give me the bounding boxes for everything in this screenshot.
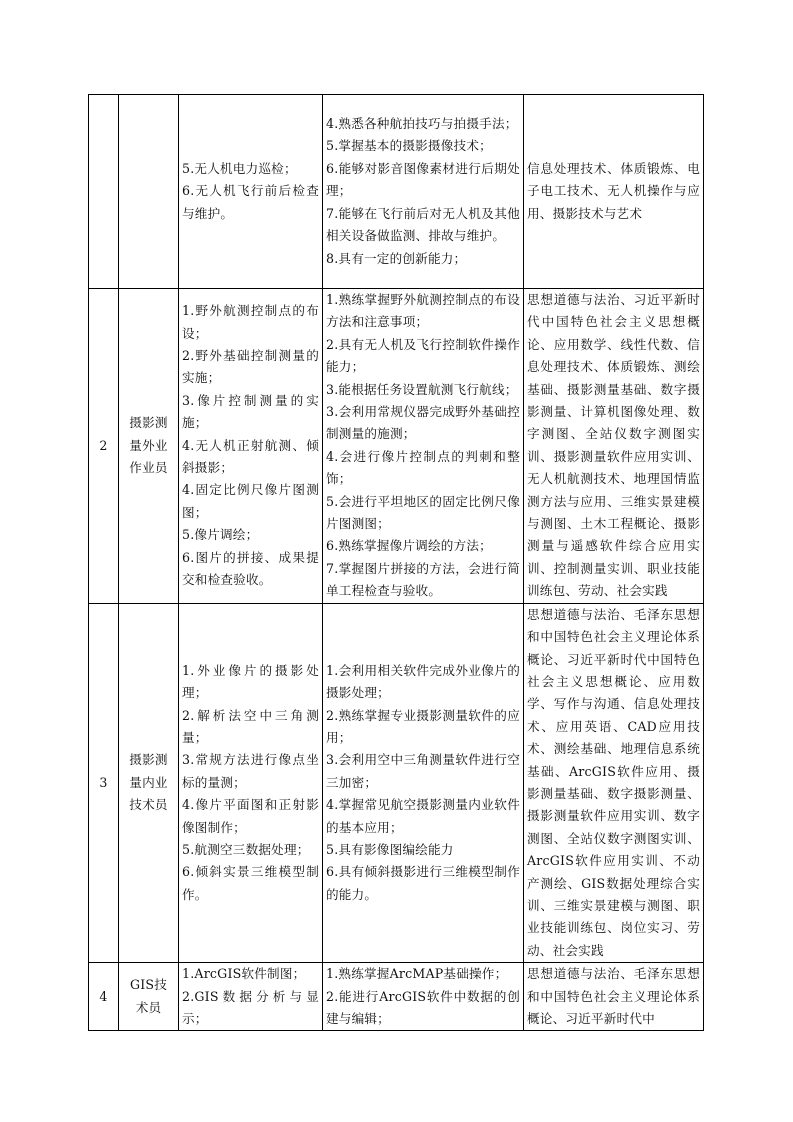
table-row — [89, 95, 704, 289]
ability-item: 6.具有倾斜摄影进行三维模型制作的能力。 — [326, 864, 520, 902]
work-tasks-cell — [179, 603, 323, 963]
task-item: 3.常规方法进行像点坐标的量测； — [182, 752, 319, 790]
courses-cell: 信息处理技术、体质锻炼、电子电工技术、无人机操作与应用、摄影技术与艺术 — [524, 95, 704, 289]
position-name-line: 技术员 — [129, 797, 168, 813]
task-item: 4.固定比例尺像片图测图； — [182, 482, 319, 520]
position-name-line: 量内业 — [129, 774, 168, 790]
ability-item: 3.会利用空中三角测量软件进行空三加密； — [326, 752, 520, 790]
task-item: 2.GIS数据分析与显示； — [182, 988, 319, 1026]
position-name-line: 摄影测 — [129, 752, 168, 768]
ability-item: 6.能够对影音图像素材进行后期处理； — [326, 160, 520, 199]
task-item: 5.无人机电力巡检； — [182, 160, 297, 176]
courses-cell: 思想道德与法治、毛泽东思想和中国特色社会主义理论体系概论、习近平新时代中 — [524, 963, 704, 1031]
ability-item: 1.会利用相关软件完成外业像片的摄影处理； — [326, 662, 520, 701]
position-name-line: GIS技 — [129, 977, 168, 993]
task-item: 1.野外航测控制点的布设； — [182, 303, 319, 341]
table-row — [89, 963, 704, 1031]
ability-item: 4.会进行像片控制点的判刺和整饰； — [326, 448, 520, 487]
position-name — [119, 95, 179, 289]
task-item: 4.无人机正射航测、倾斜摄影； — [182, 437, 319, 476]
ability-item: 5.掌握基本的摄影摄像技术； — [326, 138, 492, 154]
ability-item: 5.会进行平坦地区的固定比例尺像片图测图； — [326, 493, 520, 532]
ability-item: 4.掌握常见航空摄影测量内业软件的基本应用； — [326, 797, 520, 835]
ability-requirements-cell — [323, 289, 524, 604]
training-table — [88, 94, 704, 1031]
row-index: 3 — [89, 603, 119, 963]
ability-item: 7.掌握图片拼接的方法，会进行简单工程检查与验收。 — [326, 560, 520, 599]
work-tasks-cell — [179, 289, 323, 604]
ability-item: 4.熟悉各种航拍技巧与拍摄手法； — [326, 116, 518, 132]
position-name-line: 摄影测 — [129, 415, 168, 431]
ability-item: 2.能进行ArcGIS软件中数据的创建与编辑； — [326, 988, 520, 1026]
ability-item: 5.具有影像图编绘能力 — [326, 841, 454, 857]
ability-item: 2.熟练掌握专业摄影测量软件的应用； — [326, 707, 520, 745]
row-index — [89, 95, 119, 289]
position-name — [119, 289, 179, 604]
courses-cell: 思想道德与法治、习近平新时代中国特色社会主义思想概论、应用数学、线性代数、信息处理技术、体质锻炼、测绘基础、摄影测量基础、数字摄影测量、计算机图像处理、数字测图、全站仪数字测图实训、摄影测量软件应用实训、无人机航测技术、地理国情监测方法与应用、三维实景建模与测图、土木工程概论、摄影测量与遥感软件综合应用实训、控制测量实训、职业技能训练包、劳动、社会实践 — [524, 289, 704, 604]
position-name-line: 作业员 — [129, 460, 168, 476]
task-item: 5.航测空三数据处理； — [182, 841, 310, 857]
work-tasks-cell — [179, 95, 323, 289]
table-row — [89, 603, 704, 963]
task-item: 6.图片的拼接、成果提交和检查验收。 — [182, 549, 319, 588]
task-item: 6.无人机飞行前后检查与维护。 — [182, 183, 319, 221]
row-index: 4 — [89, 963, 119, 1031]
position-name — [119, 603, 179, 963]
task-item: 6.倾斜实景三维模型制作。 — [182, 864, 319, 902]
ability-item: 3.能根据任务设置航测飞行航线； — [326, 381, 518, 397]
task-item: 1.外业像片的摄影处理； — [182, 662, 319, 701]
courses-cell: 思想道德与法治、毛泽东思想和中国特色社会主义理论体系概论、习近平新时代中国特色社会主义思想概论、应用数学、写作与沟通、信息处理技术、应用英语、CAD应用技术、测绘基础、地理信息系统基础、ArcGIS软件应用、摄影测量基础、数字摄影测量、摄影测量软件应用实训、数字测图、全站仪数字测图实训、ArcGIS软件应用实训、不动产测绘、GIS数据处理综合实训、三维实景建模与测图、职业技能训练包、岗位实习、劳动、社会实践 — [524, 603, 704, 963]
ability-item: 6.熟练掌握像片调绘的方法； — [326, 538, 492, 554]
ability-item: 3.会利用常规仪器完成野外基础控制测量的施测； — [326, 404, 520, 442]
position-name — [119, 963, 179, 1031]
work-tasks-cell — [179, 963, 323, 1031]
ability-item: 1.熟练掌握ArcMAP基础操作； — [326, 966, 508, 982]
ability-requirements-cell — [323, 95, 524, 289]
ability-item: 2.具有无人机及飞行控制软件操作能力； — [326, 336, 520, 375]
position-name-line: 术员 — [135, 999, 162, 1015]
task-item: 3.像片控制测量的实施； — [182, 392, 319, 431]
task-item: 5.像片调绘； — [182, 527, 259, 543]
position-name-line: 量外业 — [129, 437, 168, 453]
table-row — [89, 289, 704, 604]
ability-item: 1.熟练掌握野外航测控制点的布设方法和注意事项； — [326, 292, 520, 330]
task-item: 4.像片平面图和正射影像图制作； — [182, 797, 319, 835]
task-item: 2.野外基础控制测量的实施； — [182, 348, 319, 386]
ability-requirements-cell — [323, 603, 524, 963]
ability-item: 7.能够在飞行前后对无人机及其他相关设备做监测、排故与维护。 — [326, 205, 520, 244]
row-index: 2 — [89, 289, 119, 604]
task-item: 2.解析法空中三角测量； — [182, 707, 319, 745]
task-item: 1.ArcGIS软件制图； — [182, 966, 306, 982]
ability-item: 8.具有一定的创新能力； — [326, 250, 467, 266]
ability-requirements-cell — [323, 963, 524, 1031]
